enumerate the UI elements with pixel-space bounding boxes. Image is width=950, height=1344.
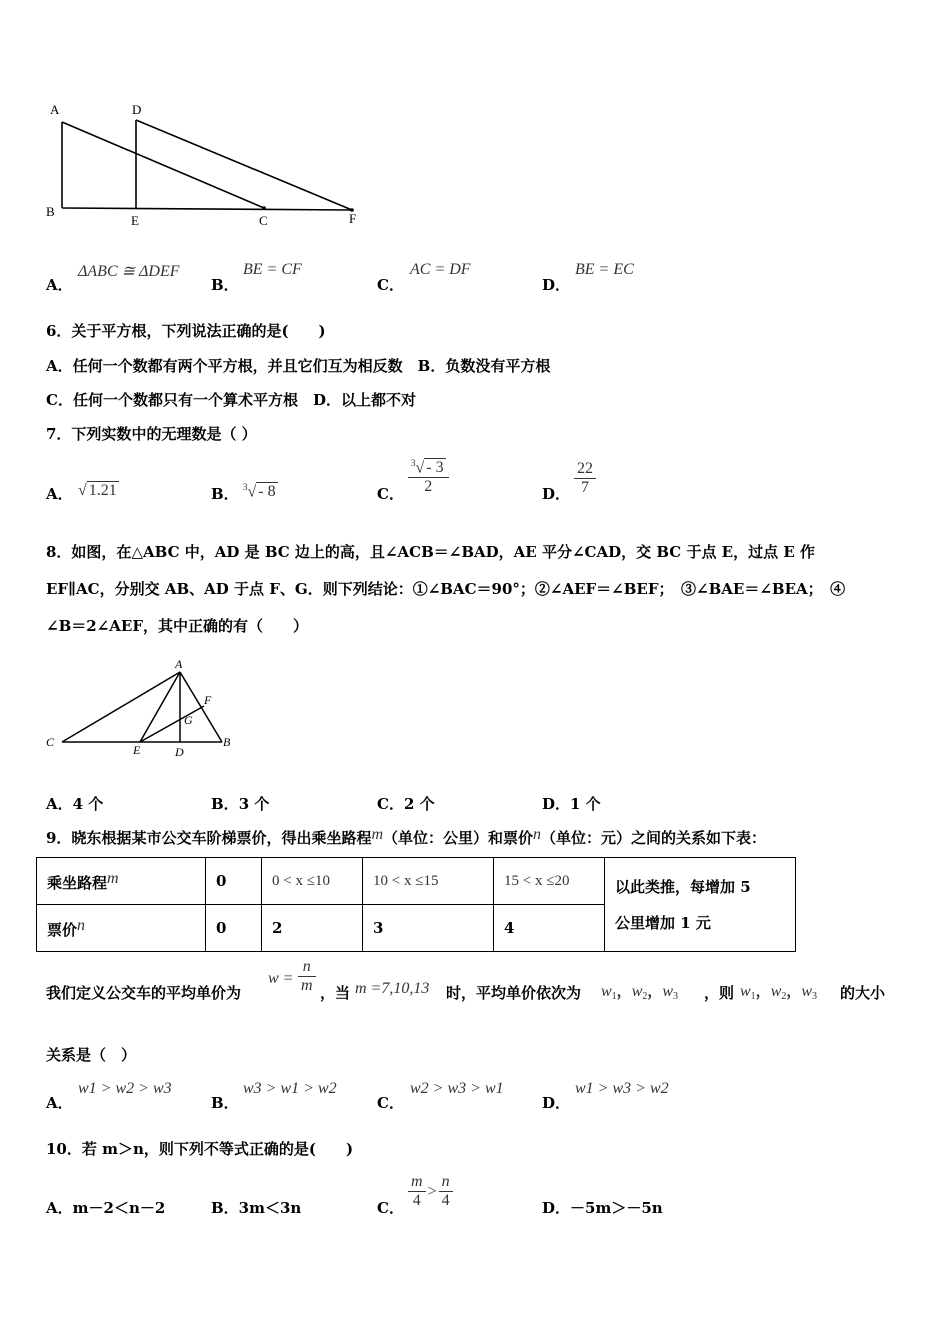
q9-option-a-text: w1 > w2 > w3 <box>78 1080 172 1097</box>
q7-d-denominator: 7 <box>581 479 589 496</box>
q9-var-n: n <box>533 826 542 843</box>
sqrt-sign-icon: √ <box>78 482 87 499</box>
q9-definition-lead: 我们定义公交车的平均单价为 <box>46 984 242 1002</box>
segment-df <box>136 120 352 210</box>
table-row-label: 乘坐路程m <box>37 858 206 905</box>
q7-option-d-letter: D． <box>542 485 571 503</box>
q8-option-d: D．1 个 <box>542 795 601 813</box>
label-c: C <box>46 735 55 749</box>
fraction: $\frac{m}{4}$ <box>408 1173 426 1210</box>
q9-option-d-text: w1 > w3 > w2 <box>575 1080 669 1097</box>
table-cell: 2 <box>262 905 363 952</box>
table-cell: 4 <box>494 905 605 952</box>
label-c: C <box>259 213 268 228</box>
q6-stem: 6．关于平方根，下列说法正确的是( ) <box>46 322 326 340</box>
q8-stem-line-2: EF∥AC，分别交 AB、AD 于点 F、G．则下列结论：①∠BAC＝90°；②∠AEF＝∠BEF； ③∠BAE＝∠BEA； ④ <box>46 580 846 598</box>
triangle-figure-1 <box>40 96 370 231</box>
table-row <box>37 858 796 905</box>
q5-option-b-letter: B． <box>211 276 239 294</box>
q7-a-radicand: 1.21 <box>88 482 117 499</box>
label-b: B <box>223 735 231 749</box>
table-cell: 0 <box>206 905 262 952</box>
fraction <box>408 458 449 496</box>
q9-def-m-values: m =7,10,13 <box>355 980 430 997</box>
q7-b-index: 3 <box>243 482 248 492</box>
q7-option-b-expr <box>243 482 278 501</box>
q9-def-when: ，当 <box>320 984 351 1002</box>
fare-table <box>36 857 796 952</box>
label-f: F <box>204 693 212 707</box>
table-cell: 10 < x ≤15 <box>363 858 494 905</box>
q10-option-a: A．m－2＜n－2 <box>46 1199 166 1217</box>
q7-c-radicand: - 3 <box>426 459 444 477</box>
q7-option-d-expr <box>574 460 596 497</box>
q7-option-c-expr <box>408 458 449 496</box>
q7-stem: 7．下列实数中的无理数是（ ） <box>46 425 257 443</box>
q7-c-index: 3 <box>411 458 416 468</box>
q9-option-a-letter: A． <box>46 1094 73 1112</box>
q6-options-line-2: C．任何一个数都只有一个算术平方根 D．以上都不对 <box>46 391 416 409</box>
q9-stem: 9．晓东根据某市公交车阶梯票价，得出乘坐路程m（单位：公里）和票价n（单位：元）之间的关系如下表： <box>46 826 767 847</box>
q10-option-d: D．－5m＞－5n <box>542 1199 663 1217</box>
q9-def-fraction <box>298 958 316 995</box>
fraction <box>574 460 596 497</box>
q7-d-numerator: 22 <box>574 460 596 479</box>
fraction: $\frac{n}{m}$ <box>298 958 316 995</box>
table-cell: 0 <box>206 858 262 905</box>
label-b: B <box>46 204 55 219</box>
q8-stem-line-3: ∠B＝2∠AEF，其中正确的有（ ） <box>46 617 308 635</box>
q7-b-radicand: - 8 <box>258 483 276 501</box>
table-cell: 3 <box>363 905 494 952</box>
q5-option-c-text: AC = DF <box>410 261 471 278</box>
q9-var-m: m <box>371 826 384 843</box>
q5-option-a-text: ΔABC ≅ ΔDEF <box>78 263 180 280</box>
q10-stem: 10．若 m＞n，则下列不等式正确的是( ) <box>46 1140 354 1158</box>
q9-w-list-2: $w_1$，$w_2$，$w_3$ <box>740 982 818 1002</box>
table-note: 以此类推，每增加 5 公里增加 1 元 <box>605 858 796 952</box>
q5-option-a-letter: A． <box>46 276 73 294</box>
q10-option-c-expr: $\frac{m}{4}$ > $\frac{n}{4}$ <box>408 1173 453 1210</box>
q10-option-c-letter: C． <box>377 1199 404 1217</box>
q5-option-d-text: BE = EC <box>575 261 634 278</box>
q8-option-b: B．3 个 <box>211 795 270 813</box>
q5-option-d-letter: D． <box>542 276 571 294</box>
q9-stem-line-2: 关系是（ ） <box>46 1046 137 1064</box>
label-e: E <box>133 743 141 757</box>
q9-def-ze: ，则 <box>704 984 735 1002</box>
q7-option-a-letter: A． <box>46 485 73 503</box>
q8-stem-line-1: 8．如图，在△ABC 中，AD 是 BC 边上的高，且∠ACB＝∠BAD，AE 平分∠CAD，交 BC 于点 E，过点 E 作 <box>46 543 815 561</box>
label-g: G <box>184 713 193 727</box>
label-e: E <box>131 213 139 228</box>
table-row-label: 票价n <box>37 905 206 952</box>
q7-option-a-expr <box>78 482 119 500</box>
label-d: D <box>175 745 184 759</box>
sqrt-sign-icon: √ <box>415 459 425 477</box>
q9-option-c-text: w2 > w3 > w1 <box>410 1080 504 1097</box>
q8-option-c: C．2 个 <box>377 795 435 813</box>
q6-options-line-1: A．任何一个数都有两个平方根，并且它们互为相反数 B．负数没有平方根 <box>46 357 551 375</box>
sqrt-sign-icon: √ <box>247 483 257 501</box>
q9-def-then: 时，平均单价依次为 <box>446 984 582 1002</box>
label-f: F <box>349 211 357 226</box>
segment-ac <box>62 122 264 208</box>
q9-def-size: 的大小 <box>840 984 886 1002</box>
table-cell: 0 < x ≤10 <box>262 858 363 905</box>
q7-option-c-letter: C． <box>377 485 404 503</box>
q9-def-w: w = <box>268 970 294 987</box>
q7-c-denominator: 2 <box>424 478 433 496</box>
q9-option-c-letter: C． <box>377 1094 404 1112</box>
q9-option-b-letter: B． <box>211 1094 239 1112</box>
q9-option-d-letter: D． <box>542 1094 571 1112</box>
q5-option-b-text: BE = CF <box>243 261 302 278</box>
label-d: D <box>132 102 142 117</box>
segment-ca <box>62 672 180 742</box>
q10-option-b: B．3m＜3n <box>211 1199 302 1217</box>
q7-option-b-letter: B． <box>211 485 239 503</box>
triangle-figure-2 <box>44 656 244 761</box>
label-a: A <box>50 102 60 117</box>
q8-option-a: A．4 个 <box>46 795 104 813</box>
q9-option-b-text: w3 > w1 > w2 <box>243 1080 337 1097</box>
q9-w-list-1: $w_1$，$w_2$，$w_3$ <box>601 982 679 1002</box>
segment-bf <box>62 208 352 210</box>
table-cell: 15 < x ≤20 <box>494 858 605 905</box>
fraction: $\frac{n}{4}$ <box>439 1173 453 1210</box>
label-a: A <box>175 657 183 671</box>
q5-option-c-letter: C． <box>377 276 404 294</box>
